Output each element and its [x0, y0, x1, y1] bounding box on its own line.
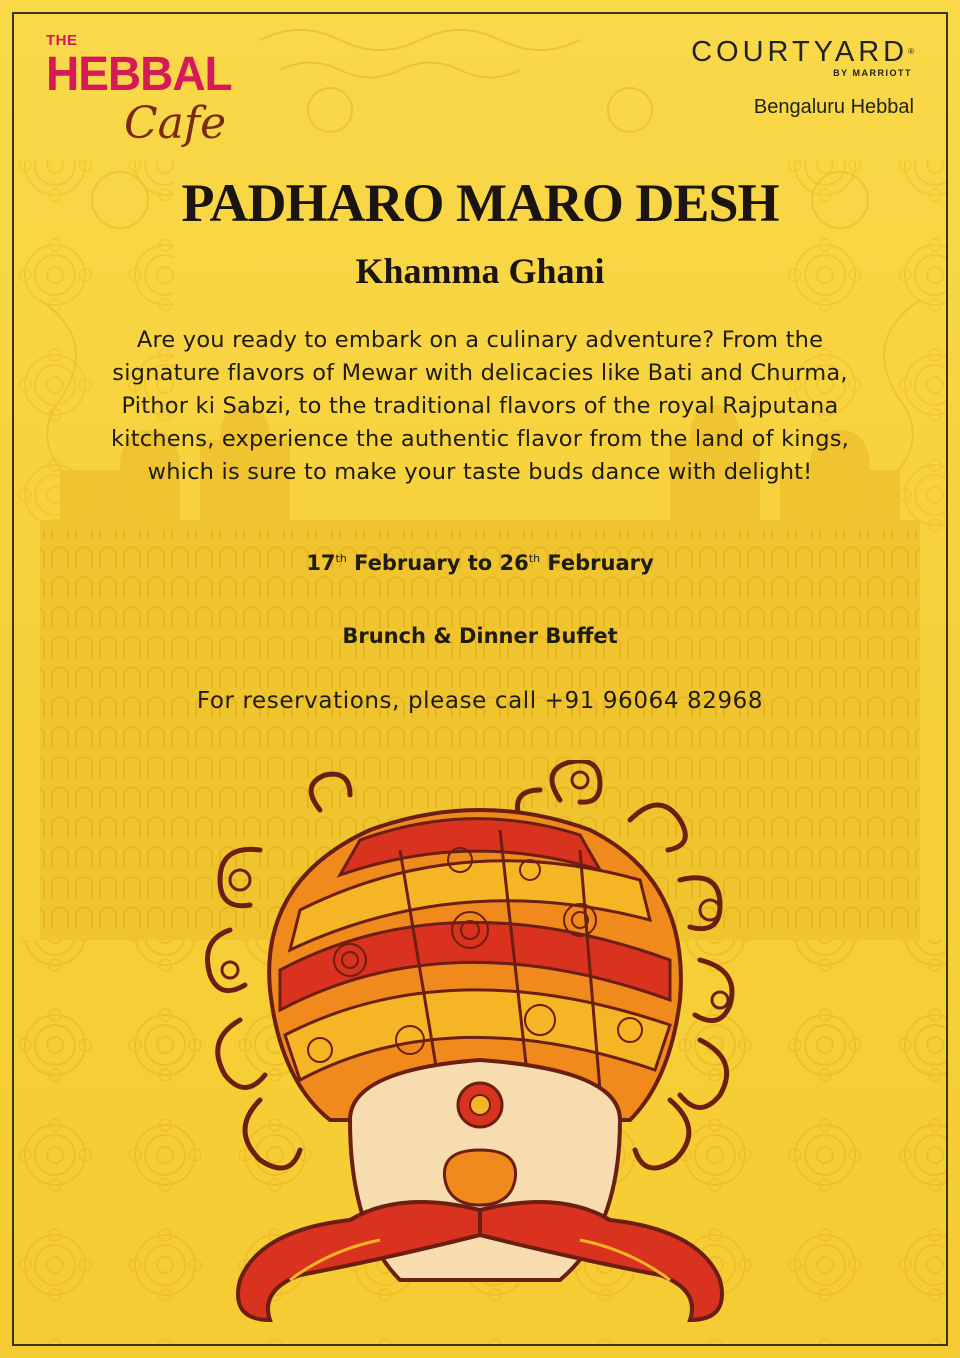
start-day: 17 [306, 551, 336, 575]
event-dates [0, 551, 960, 575]
event-subtitle: Khamma Ghani [355, 251, 605, 291]
logo-hebbal-text: HEBBAL [46, 45, 232, 101]
courtyard-marriott-logo [614, 36, 914, 136]
end-day: 26 [499, 551, 529, 575]
event-description: Are you ready to embark on a culinary adventure? From the signature flavors of Mewar with delicacies like Bati and Churma, Pithor ki Sabzi, to the traditional flavors of the royal Rajputana kitchens, experience the authentic flavor from the land of kings, which is sure to make your taste buds dance with delight! [111, 327, 849, 485]
event-title: PADHARO MARO DESH [181, 173, 779, 233]
logo-cafe-text: Cafe [124, 98, 227, 149]
courtyard-brand [614, 36, 914, 68]
buffet-type: Brunch & Dinner Buffet [342, 624, 618, 648]
logo-the-text: THE [46, 32, 78, 49]
end-suffix: th [528, 552, 541, 565]
start-suffix: th [335, 552, 347, 565]
rajasthani-turban-illustration [200, 760, 760, 1350]
reservation-info: For reservations, please call +91 96064 82968 [196, 688, 764, 714]
end-month: February [547, 551, 654, 575]
registered-mark: ® [908, 47, 914, 56]
start-month: February to [354, 551, 493, 575]
courtyard-brand-text: COURTYARD [691, 36, 909, 68]
location-text: Bengaluru Hebbal [753, 96, 914, 118]
by-marriott-text: BY MARRIOTT [833, 68, 912, 78]
hebbal-cafe-logo [46, 32, 246, 162]
